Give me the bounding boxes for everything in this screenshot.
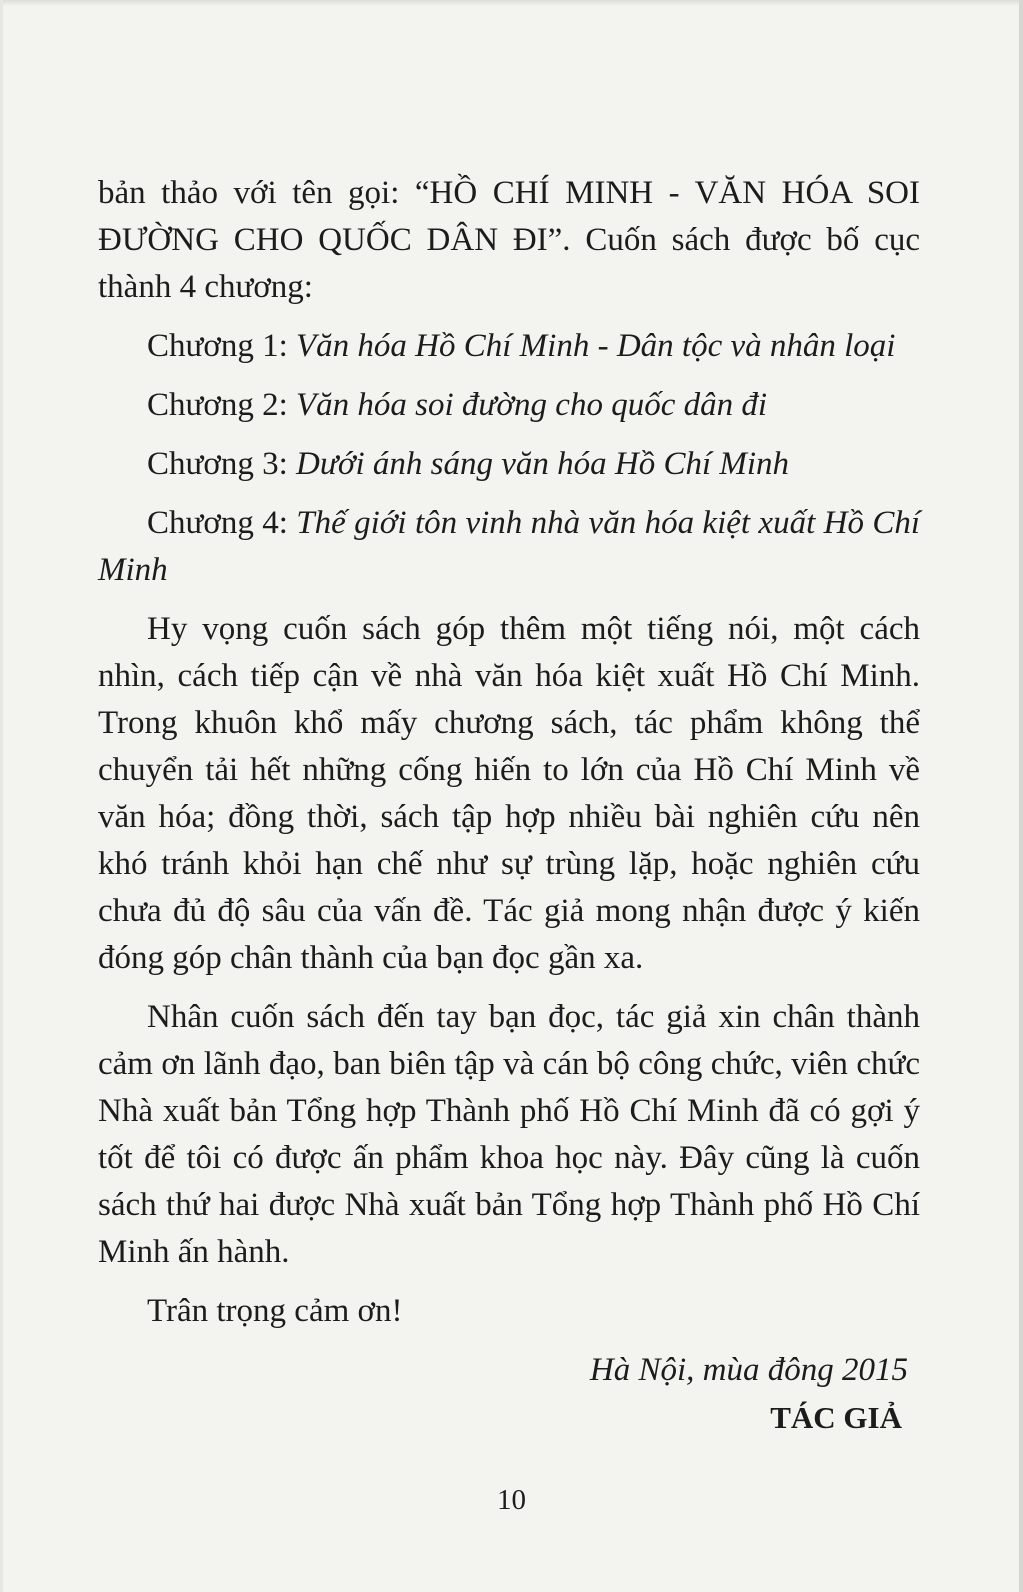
chapter-prefix: Chương 3: xyxy=(147,446,288,482)
chapter-prefix: Chương 2: xyxy=(147,387,288,423)
page-body xyxy=(98,170,920,1441)
chapter-4 xyxy=(98,500,920,594)
chapter-prefix: Chương 4: xyxy=(147,505,288,541)
chapter-title: Văn hóa soi đường cho quốc dân đi xyxy=(296,387,768,423)
page-top-edge xyxy=(0,0,1023,6)
chapter-title: Văn hóa Hồ Chí Minh - Dân tộc và nhân loại xyxy=(296,328,896,364)
chapter-prefix: Chương 1: xyxy=(147,328,288,364)
page-number: 10 xyxy=(497,1484,526,1516)
chapter-title: Dưới ánh sáng văn hóa Hồ Chí Minh xyxy=(296,446,790,482)
signature-block xyxy=(98,1347,920,1441)
place-date: Hà Nội, mùa đông 2015 xyxy=(589,1352,908,1388)
author-label: TÁC GIẢ xyxy=(770,1400,902,1435)
paragraph-thanks: Nhân cuốn sách đến tay bạn đọc, tác giả xin chân thành cảm ơn lãnh đạo, ban biên tập và cán bộ công chức, viên chức Nhà xuất bản Tổng hợp Thành phố Hồ Chí Minh đã có gợi ý tốt để tôi có được ấn phẩm khoa học này. Đây cũng là cuốn sách thứ hai được Nhà xuất bản Tổng hợp Thành phố Hồ Chí Minh ấn hành. xyxy=(98,999,920,1270)
chapter-3 xyxy=(98,441,920,488)
chapter-title: Thế giới tôn vinh nhà văn hóa kiệt xuất Hồ Chí Minh xyxy=(98,505,921,588)
closing-line: Trân trọng cảm ơn! xyxy=(147,1293,403,1329)
chapter-1 xyxy=(98,323,920,370)
intro-paragraph: bản thảo với tên gọi: “HỒ CHÍ MINH - VĂN HÓA SOI ĐƯỜNG CHO QUỐC DÂN ĐI”. Cuốn sách được bố cục thành 4 chương: xyxy=(98,175,920,305)
paragraph-hope: Hy vọng cuốn sách góp thêm một tiếng nói, một cách nhìn, cách tiếp cận về nhà văn hóa kiệt xuất Hồ Chí Minh. Trong khuôn khổ mấy chương sách, tác phẩm không thể chuyển tải hết những cống hiến to lớn của Hồ Chí Minh về văn hóa; đồng thời, sách tập hợp nhiều bài nghiên cứu nên khó tránh khỏi hạn chế như sự trùng lặp, hoặc nghiên cứu chưa đủ độ sâu của vấn đề. Tác giả mong nhận được ý kiến đóng góp chân thành của bạn đọc gần xa. xyxy=(98,611,920,976)
chapter-2 xyxy=(98,382,920,429)
